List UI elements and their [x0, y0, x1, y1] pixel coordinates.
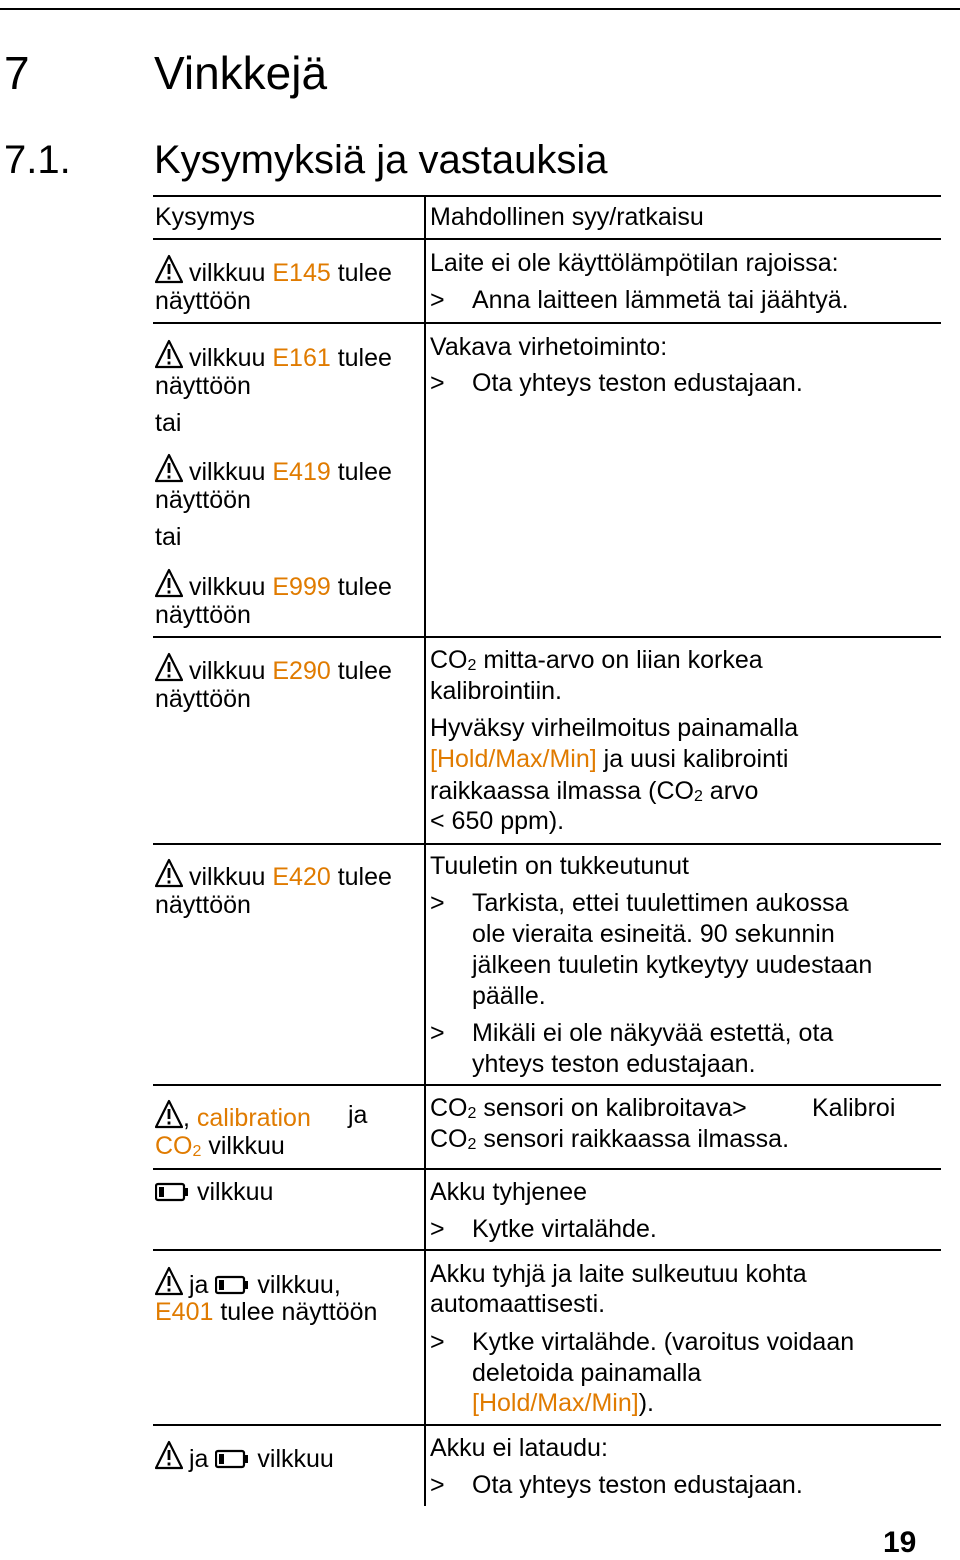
top-rule [0, 8, 960, 10]
row-divider [153, 1424, 941, 1426]
warning-triangle-icon [155, 568, 183, 598]
answer-text: [Hold/Max/Min] ja uusi kalibrointi [430, 745, 789, 773]
answer-bullet: > [430, 369, 445, 397]
answer-bullet: > [430, 1471, 445, 1499]
column-header-question: Kysymys [155, 203, 255, 231]
answer-text: Tarkista, ettei tuulettimen aukossa [472, 889, 849, 917]
answer-text: Anna laitteen lämmetä tai jäähtyä. [472, 286, 849, 314]
answer-bullet: > [430, 1328, 445, 1356]
answer-text: raikkaassa ilmassa ($CO_2$ arvo [430, 777, 759, 805]
answer-text: kalibrointiin. [430, 677, 563, 705]
battery-icon [215, 1275, 249, 1295]
table-top-rule [153, 195, 941, 197]
warning-triangle-icon [155, 339, 183, 369]
answer-bullet: > [430, 1215, 445, 1243]
answer-text: Vakava virhetoiminto: [430, 333, 668, 361]
answer-text: Kytke virtalähde. (varoitus voidaan [472, 1328, 855, 1356]
answer-text: ole vieraita esineitä. 90 sekunnin [472, 920, 835, 948]
answer-text: Laite ei ole käyttölämpötilan rajoissa: [430, 249, 839, 277]
answer-text: $CO_2$ sensori raikkaassa ilmassa. [430, 1125, 790, 1153]
answer-bullet: > [430, 1019, 445, 1047]
answer-text: Kalibroi [812, 1094, 896, 1122]
answer-text: < 650 ppm). [430, 807, 565, 835]
answer-bullet: > [430, 889, 445, 917]
question-text: $CO_2$ vilkkuu [155, 1132, 285, 1160]
answer-text: Hyväksy virheilmoitus painamalla [430, 714, 799, 742]
answer-text: automaattisesti. [430, 1290, 606, 1318]
question-e999: vilkkuu E999 tulee [155, 568, 392, 603]
question-e145: vilkkuu E145 tulee [155, 254, 392, 289]
question-text: näyttöön [155, 486, 251, 514]
answer-text: Akku tyhjä ja laite sulkeutuu kohta [430, 1260, 807, 1288]
answer-text: [Hold/Max/Min]). [472, 1389, 654, 1417]
row-divider [153, 1249, 941, 1251]
row-divider [153, 1084, 941, 1086]
page-number: 19 [883, 1526, 917, 1559]
section-number: 7.1. [4, 138, 71, 182]
warning-triangle-icon [155, 1099, 183, 1129]
answer-text: deletoida painamalla [472, 1359, 702, 1387]
chapter-title: Vinkkejä [154, 47, 328, 99]
question-text: näyttöön [155, 372, 251, 400]
question-text: näyttöön [155, 601, 251, 629]
key-label: [Hold/Max/Min] [472, 1389, 639, 1417]
column-header-cause: Mahdollinen syy/ratkaisu [430, 203, 704, 231]
question-calibration: , calibration [155, 1099, 311, 1134]
answer-text: Ota yhteys teston edustajaan. [472, 1471, 803, 1499]
question-text: tai [155, 523, 182, 551]
chapter-number: 7 [4, 47, 30, 99]
warning-triangle-icon [155, 1440, 183, 1470]
row-divider [153, 636, 941, 638]
answer-text: päälle. [472, 982, 546, 1010]
answer-bullet: > [430, 286, 445, 314]
question-e290: vilkkuu E290 tulee [155, 652, 392, 687]
answer-text: jälkeen tuuletin kytkeytyy uudestaan [472, 951, 873, 979]
answer-text: Kytke virtalähde. [472, 1215, 657, 1243]
answer-text: Mikäli ei ole näkyvää estettä, ota [472, 1019, 834, 1047]
answer-text: $CO_2$ mitta-arvo on liian korkea [430, 646, 763, 674]
row-divider [153, 843, 941, 845]
warning-triangle-icon [155, 254, 183, 284]
question-e419: vilkkuu E419 tulee [155, 453, 392, 488]
warning-triangle-icon [155, 858, 183, 888]
question-text: E401 tulee näyttöön [155, 1298, 378, 1326]
section-title: Kysymyksiä ja vastauksia [154, 138, 608, 182]
row-divider [153, 1168, 941, 1170]
question-battery: vilkkuu [155, 1177, 273, 1208]
question-text: tai [155, 409, 182, 437]
warning-triangle-icon [155, 453, 183, 483]
question-text: näyttöön [155, 287, 251, 315]
question-text: näyttöön [155, 891, 251, 919]
answer-text: Tuuletin on tukkeutunut [430, 852, 689, 880]
battery-icon [215, 1449, 249, 1469]
question-e401: ja vilkkuu, [155, 1266, 341, 1301]
question-warning-battery: ja vilkkuu [155, 1440, 334, 1475]
answer-text: yhteys teston edustajaan. [472, 1050, 756, 1078]
question-text: ja [348, 1101, 368, 1129]
warning-triangle-icon [155, 652, 183, 682]
answer-text: Ota yhteys teston edustajaan. [472, 369, 803, 397]
answer-text: Akku tyhjenee [430, 1178, 588, 1206]
column-divider [424, 196, 426, 1506]
question-text: näyttöön [155, 685, 251, 713]
row-divider [153, 322, 941, 324]
key-label: [Hold/Max/Min] [430, 745, 597, 773]
warning-triangle-icon [155, 1266, 183, 1296]
answer-text: Akku ei lataudu: [430, 1434, 608, 1462]
table-header-rule [153, 238, 941, 240]
answer-text: $CO_2$ sensori on kalibroitava> [430, 1094, 747, 1122]
question-e420: vilkkuu E420 tulee [155, 858, 392, 893]
question-e161: vilkkuu E161 tulee [155, 339, 392, 374]
battery-icon [155, 1182, 189, 1202]
